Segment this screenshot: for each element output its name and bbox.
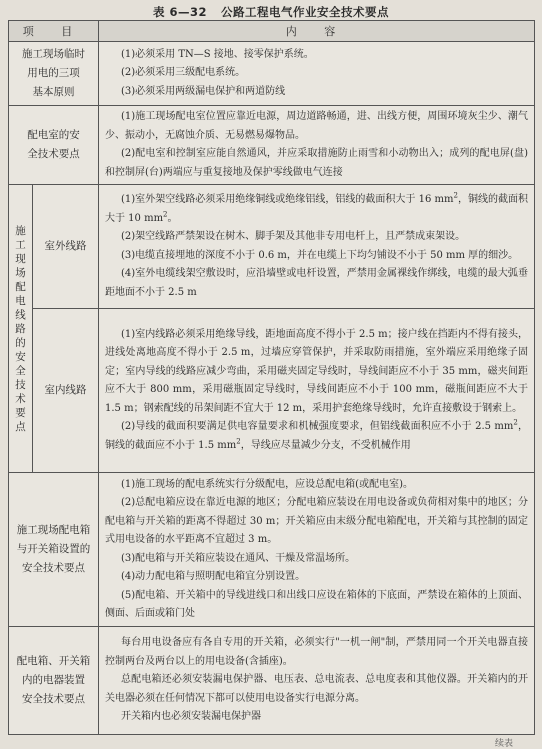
row-content: (1)必须采用 TN—S 接地、接零保护系统。 (2)必须采用三级配电系统。 (3)必须采用两级漏电保护和两道防线 [99, 42, 535, 106]
outdoor-content: (1)室外架空线路必须采用绝缘铜线或绝缘铝线，铝线的截面积大于 16 $mm^2$，铜线的截面积大于 10 $mm^2$。 (2)架空线路严禁架设在树木、脚手架及其他非专用电杆上，且严禁成束架设。 (3)电缆直接埋地的深度不小于 0.6 m，并在电缆上下均匀铺设不小于 50 mm 厚的细沙。 (4)室外电缆线架空敷设时，应沿墙壁或电杆设置，严禁用金属裸线作绑线，电缆的最大弧垂距地面不小于 2.5 m [99, 185, 535, 309]
table-row [9, 185, 535, 309]
table-row [9, 309, 535, 473]
header-content: 内 容 [99, 21, 535, 42]
header-item: 项 目 [9, 21, 99, 42]
indoor-content: (1)室内线路必须采用绝缘导线，距地面高度不得小于 2.5 m；接户线在挡距内不得有接头，进线处离地高度不得小于 2.5 m，过墙应穿管保护，并采取防雨措施，室外端应采用绝缘子固定；室内导线的线路应减少弯曲，采用磁夹固定导线时，导线间距应不小于 35 mm，磁夹间距应不大于 800 mm，采用磁瓶固定导线时，导线间距应不小于 100 mm，磁瓶间距应不大于 1.5 m；钢索配线的吊架间距不宜大于 12 m，采用护套绝缘导线时，允许直接敷设于钢索上。 (2)导线的截面积要满足供电容量要求和机械强度要求，但铝线截面积应不小于 2.5 $mm^2$，铜线的截面应不小于 1.5 $mm^2$，导线应尽量减少分支，不受机械作用 [99, 309, 535, 473]
table-row [9, 42, 535, 106]
row-label: 施工现场配电箱 与开关箱设置的 安全技术要点 [9, 473, 99, 627]
row-content: 每台用电设备应有各自专用的开关箱，必须实行"一机一闸"制，严禁用同一个开关电器直接控制两台及两台以上的用电设备(含插座)。 总配电箱还必须安装漏电保护器、电压表、总电流表、总电度表和其他仪器。开关箱内的开关电器必须在任何情况下都可以使用电设备实行电源分离。 开关箱内也必须安装漏电保护器 [99, 627, 535, 735]
outdoor-label: 室外线路 [33, 185, 99, 309]
row-content: (1)施工现场配电室位置应靠近电源，周边道路畅通，进、出线方便，周围环境灰尘少、潮气少、振动小，无腐蚀介质、无易燃易爆物品。 (2)配电室和控制室应能自然通风，并应采取措施防止雨雪和小动物出入；成列的配电屏(盘)和控制屏(台)两端应与重复接地及保护零线做电气连接 [99, 106, 535, 185]
row-content: (1)施工现场的配电系统实行分级配电，应设总配电箱(或配电室)。 (2)总配电箱应设在靠近电源的地区；分配电箱应装设在用电设备或负荷相对集中的地区；分配电箱与开关箱的距离不得超过 30 m；开关箱应由末级分配电箱配电，开关箱与其控制的固定式用电设备的水平距离不宜超过 3 m。 (3)配电箱与开关箱应装设在通风、干燥及常温场所。 (4)动力配电箱与照明配电箱宜分别设置。 (5)配电箱、开关箱中的导线进线口和出线口应设在箱体的下底面，严禁设在箱体的上顶面、侧面、后面或箱门处 [99, 473, 535, 627]
indoor-label: 室内线路 [33, 309, 99, 473]
table-row [9, 627, 535, 735]
header-row [9, 21, 535, 42]
table-title-text: 公路工程电气作业安全技术要点 [221, 5, 389, 19]
row-label: 配电箱、开关箱 内的电器装置 安全技术要点 [9, 627, 99, 735]
row-label: 施工现场临时 用电的三项 基本原则 [9, 42, 99, 106]
table-row [9, 106, 535, 185]
continued-note: 续表 [495, 739, 514, 749]
safety-table [8, 20, 535, 735]
row-label: 配电室的安 全技术要点 [9, 106, 99, 185]
table-number: 表 6—32 [152, 5, 207, 19]
wiring-label: 施 工 现 场 配 电 线 路 的 安 全 技 术 要 点 [9, 185, 33, 473]
table-title [0, 4, 542, 20]
table-row [9, 473, 535, 627]
